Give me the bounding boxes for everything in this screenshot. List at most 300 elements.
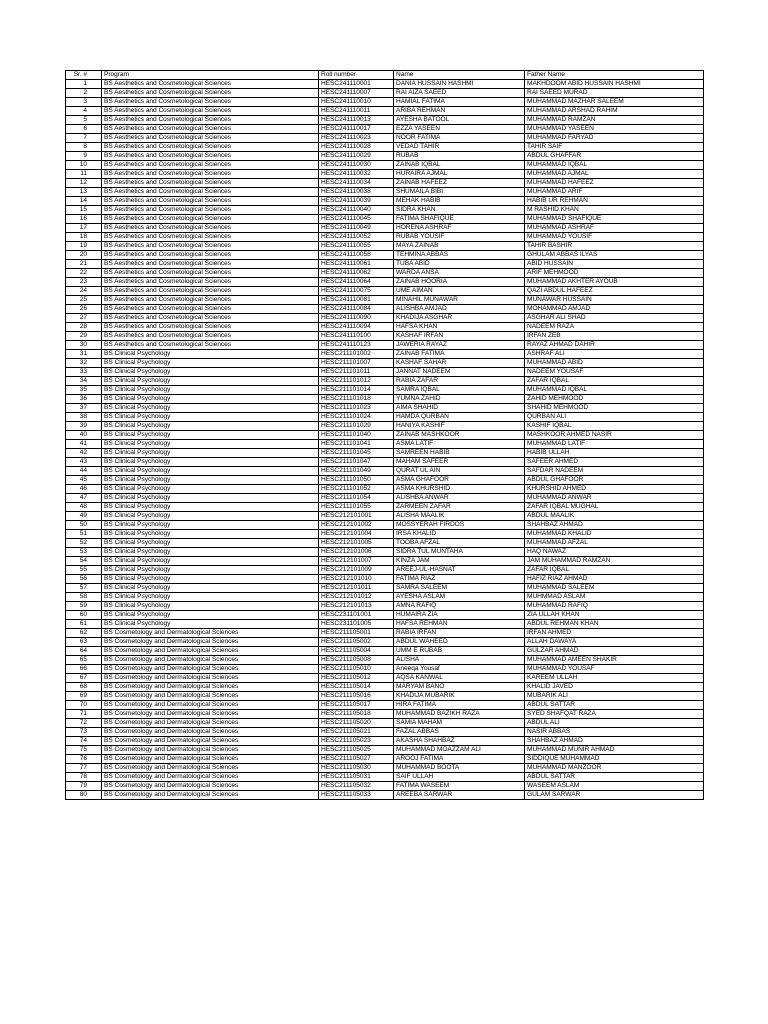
roll-number-cell: HESC211101012	[319, 377, 394, 386]
roll-number-cell: HESC211105010	[319, 665, 394, 674]
sr-cell: 69	[66, 692, 102, 701]
sr-cell: 65	[66, 656, 102, 665]
sr-cell: 45	[66, 476, 102, 485]
sr-cell: 50	[66, 521, 102, 530]
program-cell: BS Aesthetics and Cosmetological Sciences	[102, 278, 319, 287]
name-cell: MINAHIL MUNAWAR	[394, 296, 525, 305]
name-cell: ALISHBA ANWAR	[394, 494, 525, 503]
roll-number-cell: HESC241110017	[319, 125, 394, 134]
father-name-cell: MUHAMMAD YASEEN	[525, 125, 704, 134]
father-name-cell: MUHAMMAD LATIF	[525, 440, 704, 449]
table-row	[66, 611, 704, 620]
father-name-cell: ABID HUSSAIN	[525, 260, 704, 269]
name-cell: AMNA RAFIQ	[394, 602, 525, 611]
name-cell: MUHAMMAD BOOTA	[394, 764, 525, 773]
roll-number-cell: HESC212101004	[319, 530, 394, 539]
program-cell: BS Cosmetology and Dermatological Sciences	[102, 755, 319, 764]
sr-cell: 21	[66, 260, 102, 269]
table-row	[66, 206, 704, 215]
program-cell: BS Aesthetics and Cosmetological Sciences	[102, 116, 319, 125]
name-cell: DANIA HUSSAIN HASHMI	[394, 80, 525, 89]
father-name-cell: ARIF MEHMOOD	[525, 269, 704, 278]
program-cell: BS Clinical Psychology	[102, 530, 319, 539]
roll-number-cell: HESC241110038	[319, 188, 394, 197]
father-name-cell: SAFDAR NADEEM	[525, 467, 704, 476]
roll-number-cell: HESC212101006	[319, 548, 394, 557]
program-cell: BS Aesthetics and Cosmetological Sciences	[102, 134, 319, 143]
father-name-cell: MUHAMMAD ASHRAF	[525, 224, 704, 233]
name-cell: KASHAF SAHAR	[394, 359, 525, 368]
sr-cell: 62	[66, 629, 102, 638]
father-name-cell: MUBARIK ALI	[525, 692, 704, 701]
sr-cell: 14	[66, 197, 102, 206]
sr-cell: 80	[66, 791, 102, 800]
father-name-cell: RAI SAEED MURAD	[525, 89, 704, 98]
header-sr: Sr. #	[66, 71, 102, 80]
program-cell: BS Aesthetics and Cosmetological Sciences	[102, 197, 319, 206]
sr-cell: 53	[66, 548, 102, 557]
program-cell: BS Aesthetics and Cosmetological Sciences	[102, 89, 319, 98]
father-name-cell: TAHIR SAIF	[525, 143, 704, 152]
sr-cell: 22	[66, 269, 102, 278]
sr-cell: 42	[66, 449, 102, 458]
name-cell: HAMIAL FATIMA	[394, 98, 525, 107]
table-row	[66, 377, 704, 386]
sr-cell: 48	[66, 503, 102, 512]
name-cell: FATIMA SHAFIQUE	[394, 215, 525, 224]
program-cell: BS Clinical Psychology	[102, 557, 319, 566]
father-name-cell: ASGHAR ALI SHAD	[525, 314, 704, 323]
name-cell: NOOR FATIMA	[394, 134, 525, 143]
table-row	[66, 566, 704, 575]
program-cell: BS Cosmetology and Dermatological Sciences	[102, 692, 319, 701]
table-row	[66, 125, 704, 134]
program-cell: BS Clinical Psychology	[102, 584, 319, 593]
roll-number-cell: HESC212101011	[319, 584, 394, 593]
sr-cell: 40	[66, 431, 102, 440]
name-cell: HAFSA REHMAN	[394, 620, 525, 629]
name-cell: AKASHA SHAHBAZ	[394, 737, 525, 746]
program-cell: BS Cosmetology and Dermatological Sciences	[102, 773, 319, 782]
table-row	[66, 467, 704, 476]
name-cell: SAIF ULLAH	[394, 773, 525, 782]
program-cell: BS Aesthetics and Cosmetological Sciences	[102, 296, 319, 305]
program-cell: BS Aesthetics and Cosmetological Sciences	[102, 161, 319, 170]
roll-number-cell: HESC211101050	[319, 476, 394, 485]
father-name-cell: ZAHID MEHMOOD	[525, 395, 704, 404]
table-row	[66, 332, 704, 341]
sr-cell: 20	[66, 251, 102, 260]
name-cell: ASMA KHURSHID	[394, 485, 525, 494]
table-row	[66, 701, 704, 710]
program-cell: BS Cosmetology and Dermatological Sciences	[102, 701, 319, 710]
roll-number-cell: HESC211105001	[319, 629, 394, 638]
sr-cell: 7	[66, 134, 102, 143]
table-row	[66, 485, 704, 494]
program-cell: BS Clinical Psychology	[102, 548, 319, 557]
name-cell: KHADIJA MUBARIK	[394, 692, 525, 701]
name-cell: HANIYA KASHIF	[394, 422, 525, 431]
name-cell: KINZA JAM	[394, 557, 525, 566]
father-name-cell: MUHAMMAD AJMAL	[525, 170, 704, 179]
table-row	[66, 422, 704, 431]
roll-number-cell: HESC241110094	[319, 323, 394, 332]
roll-number-cell: HESC211101007	[319, 359, 394, 368]
student-list-table	[65, 70, 704, 800]
table-row	[66, 737, 704, 746]
table-row	[66, 224, 704, 233]
roll-number-cell: HESC211105018	[319, 710, 394, 719]
father-name-cell: NADEEM RAZA	[525, 323, 704, 332]
table-row	[66, 503, 704, 512]
name-cell: HAMDA QURBAN	[394, 413, 525, 422]
name-cell: ALISHA MAALIK	[394, 512, 525, 521]
table-row	[66, 134, 704, 143]
sr-cell: 33	[66, 368, 102, 377]
roll-number-cell: HESC241110023	[319, 134, 394, 143]
roll-number-cell: HESC211101047	[319, 458, 394, 467]
name-cell: AREEJ-UL-HASNAT	[394, 566, 525, 575]
father-name-cell: GHULAM ABBAS ILYAS	[525, 251, 704, 260]
roll-number-cell: HESC211105032	[319, 782, 394, 791]
sr-cell: 79	[66, 782, 102, 791]
table-row	[66, 296, 704, 305]
program-cell: BS Aesthetics and Cosmetological Sciences	[102, 98, 319, 107]
program-cell: BS Clinical Psychology	[102, 413, 319, 422]
father-name-cell: MUHAMMAD ABID	[525, 359, 704, 368]
name-cell: MUHAMMAD BAZIKH RAZA	[394, 710, 525, 719]
father-name-cell: HAQ NAWAZ	[525, 548, 704, 557]
roll-number-cell: HESC241110010	[319, 98, 394, 107]
roll-number-cell: HESC241110030	[319, 161, 394, 170]
name-cell: ZAINAB MASHKOOR	[394, 431, 525, 440]
name-cell: AQSA KANWAL	[394, 674, 525, 683]
header-father-name: Father Name	[525, 71, 704, 80]
sr-cell: 75	[66, 746, 102, 755]
roll-number-cell: HESC211105025	[319, 746, 394, 755]
program-cell: BS Clinical Psychology	[102, 386, 319, 395]
sr-cell: 55	[66, 566, 102, 575]
name-cell: HUMAIRA ZIA	[394, 611, 525, 620]
name-cell: KHADIJA ASGHAR	[394, 314, 525, 323]
roll-number-cell: HESC211105021	[319, 728, 394, 737]
name-cell: WARDA ANSA	[394, 269, 525, 278]
table-row	[66, 755, 704, 764]
program-cell: BS Aesthetics and Cosmetological Sciences	[102, 179, 319, 188]
table-row	[66, 161, 704, 170]
roll-number-cell: HESC241110049	[319, 224, 394, 233]
program-cell: BS Clinical Psychology	[102, 485, 319, 494]
program-cell: BS Clinical Psychology	[102, 494, 319, 503]
name-cell: EZZA YASEEN	[394, 125, 525, 134]
father-name-cell: QURBAN ALI	[525, 413, 704, 422]
name-cell: MAHAM SAFEER	[394, 458, 525, 467]
roll-number-cell: HESC231101005	[319, 620, 394, 629]
roll-number-cell: HESC212101001	[319, 512, 394, 521]
table-row	[66, 107, 704, 116]
father-name-cell: IRFAN AHMED	[525, 629, 704, 638]
roll-number-cell: HESC211105030	[319, 764, 394, 773]
father-name-cell: MUHAMMAD AKHTER AYOUB	[525, 278, 704, 287]
father-name-cell: SIDDIQUE MUHAMMAD	[525, 755, 704, 764]
name-cell: IRSA KHALID	[394, 530, 525, 539]
father-name-cell: ZIA ULLAH KHAN	[525, 611, 704, 620]
program-cell: BS Aesthetics and Cosmetological Sciences	[102, 215, 319, 224]
sr-cell: 24	[66, 287, 102, 296]
program-cell: BS Clinical Psychology	[102, 512, 319, 521]
father-name-cell: MUHMMAD ASLAM	[525, 593, 704, 602]
roll-number-cell: HESC211101052	[319, 485, 394, 494]
father-name-cell: ZAFAR IQBAL	[525, 566, 704, 575]
father-name-cell: RAYAZ AHMAD DAHIR	[525, 341, 704, 350]
name-cell: SIDRA TUL MUNTAHA	[394, 548, 525, 557]
roll-number-cell: HESC211101014	[319, 386, 394, 395]
father-name-cell: GULZAR AHMAD	[525, 647, 704, 656]
program-cell: BS Cosmetology and Dermatological Sciences	[102, 674, 319, 683]
sr-cell: 59	[66, 602, 102, 611]
roll-number-cell: HESC211101002	[319, 350, 394, 359]
father-name-cell: SHAHBAZ AHMAD	[525, 521, 704, 530]
table-row	[66, 368, 704, 377]
sr-cell: 47	[66, 494, 102, 503]
name-cell: SAMREEN HABIB	[394, 449, 525, 458]
program-cell: BS Cosmetology and Dermatological Sciences	[102, 791, 319, 800]
table-row	[66, 89, 704, 98]
sr-cell: 63	[66, 638, 102, 647]
table-row	[66, 278, 704, 287]
sr-cell: 71	[66, 710, 102, 719]
father-name-cell: MUHAMMAD MAZHAR SALEEM	[525, 98, 704, 107]
header-row	[66, 71, 704, 80]
table-row	[66, 287, 704, 296]
name-cell: ZAINAB IQBAL	[394, 161, 525, 170]
name-cell: ALISHA	[394, 656, 525, 665]
name-cell: TOOBA AFZAL	[394, 539, 525, 548]
father-name-cell: ZAFAR IQBAL MUGHAL	[525, 503, 704, 512]
program-cell: BS Clinical Psychology	[102, 449, 319, 458]
father-name-cell: ABDUL REHMAN KHAN	[525, 620, 704, 629]
name-cell: ASMA GHAFOOR	[394, 476, 525, 485]
sr-cell: 46	[66, 485, 102, 494]
father-name-cell: SAFEER AHMED	[525, 458, 704, 467]
sr-cell: 19	[66, 242, 102, 251]
program-cell: BS Aesthetics and Cosmetological Sciences	[102, 269, 319, 278]
table-row	[66, 170, 704, 179]
table-row	[66, 791, 704, 800]
father-name-cell: MAKHDOOM ABID HUSSAIN HASHMI	[525, 80, 704, 89]
sr-cell: 60	[66, 611, 102, 620]
sr-cell: 73	[66, 728, 102, 737]
sr-cell: 43	[66, 458, 102, 467]
sr-cell: 52	[66, 539, 102, 548]
name-cell: JAWERIA RAYAZ	[394, 341, 525, 350]
program-cell: BS Aesthetics and Cosmetological Sciences	[102, 143, 319, 152]
name-cell: AYESHA ASLAM	[394, 593, 525, 602]
table-row	[66, 143, 704, 152]
sr-cell: 68	[66, 683, 102, 692]
name-cell: SHUMAILA BIBI	[394, 188, 525, 197]
roll-number-cell: HESC241110062	[319, 269, 394, 278]
program-cell: BS Cosmetology and Dermatological Sciences	[102, 764, 319, 773]
program-cell: BS Clinical Psychology	[102, 350, 319, 359]
table-row	[66, 773, 704, 782]
program-cell: BS Cosmetology and Dermatological Sciences	[102, 710, 319, 719]
table-row	[66, 584, 704, 593]
sr-cell: 44	[66, 467, 102, 476]
program-cell: BS Clinical Psychology	[102, 440, 319, 449]
table-row	[66, 638, 704, 647]
program-cell: BS Clinical Psychology	[102, 467, 319, 476]
name-cell: MARYAM BANO	[394, 683, 525, 692]
table-row	[66, 449, 704, 458]
roll-number-cell: HESC212101002	[319, 521, 394, 530]
roll-number-cell: HESC241110090	[319, 314, 394, 323]
table-row	[66, 386, 704, 395]
table-row	[66, 647, 704, 656]
program-cell: BS Aesthetics and Cosmetological Sciences	[102, 305, 319, 314]
name-cell: SAMRA SALEEM	[394, 584, 525, 593]
table-row	[66, 683, 704, 692]
table-row	[66, 197, 704, 206]
table-row	[66, 251, 704, 260]
header-program: Program	[102, 71, 319, 80]
program-cell: BS Clinical Psychology	[102, 539, 319, 548]
table-row	[66, 323, 704, 332]
table-row	[66, 476, 704, 485]
sr-cell: 4	[66, 107, 102, 116]
father-name-cell: ABDUL GHAFFAR	[525, 152, 704, 161]
roll-number-cell: HESC211105012	[319, 674, 394, 683]
table-row	[66, 593, 704, 602]
program-cell: BS Cosmetology and Dermatological Sciences	[102, 647, 319, 656]
table-row	[66, 674, 704, 683]
table-row	[66, 728, 704, 737]
name-cell: RAI AIZA SAEED	[394, 89, 525, 98]
program-cell: BS Cosmetology and Dermatological Sciences	[102, 683, 319, 692]
name-cell: AREEBA SARWAR	[394, 791, 525, 800]
program-cell: BS Cosmetology and Dermatological Sciences	[102, 665, 319, 674]
father-name-cell: HABIB UR REHMAN	[525, 197, 704, 206]
sr-cell: 36	[66, 395, 102, 404]
program-cell: BS Clinical Psychology	[102, 611, 319, 620]
table-row	[66, 152, 704, 161]
sr-cell: 29	[66, 332, 102, 341]
program-cell: BS Aesthetics and Cosmetological Sciences	[102, 152, 319, 161]
name-cell: RUBAB	[394, 152, 525, 161]
roll-number-cell: HESC211101023	[319, 404, 394, 413]
father-name-cell: ABDUL ALI	[525, 719, 704, 728]
sr-cell: 38	[66, 413, 102, 422]
roll-number-cell: HESC211105016	[319, 692, 394, 701]
sr-cell: 64	[66, 647, 102, 656]
name-cell: RABIA ZAFAR	[394, 377, 525, 386]
roll-number-cell: HESC211105014	[319, 683, 394, 692]
sr-cell: 58	[66, 593, 102, 602]
father-name-cell: MUHAMMAD YOUSAF	[525, 665, 704, 674]
father-name-cell: M RASHID KHAN	[525, 206, 704, 215]
program-cell: BS Clinical Psychology	[102, 458, 319, 467]
father-name-cell: ZAFAR IQBAL	[525, 377, 704, 386]
sr-cell: 23	[66, 278, 102, 287]
table-row	[66, 260, 704, 269]
name-cell: ZARMEEN ZAFAR	[394, 503, 525, 512]
sr-cell: 34	[66, 377, 102, 386]
name-cell: HAFSA KHAN	[394, 323, 525, 332]
roll-number-cell: HESC211101041	[319, 440, 394, 449]
sr-cell: 51	[66, 530, 102, 539]
table-row	[66, 188, 704, 197]
roll-number-cell: HESC231101001	[319, 611, 394, 620]
name-cell: SAMIA MAHAM	[394, 719, 525, 728]
program-cell: BS Aesthetics and Cosmetological Sciences	[102, 107, 319, 116]
sr-cell: 12	[66, 179, 102, 188]
father-name-cell: SHAHBAZ AHMAD	[525, 737, 704, 746]
sr-cell: 31	[66, 350, 102, 359]
table-row	[66, 413, 704, 422]
roll-number-cell: HESC211105004	[319, 647, 394, 656]
sr-cell: 39	[66, 422, 102, 431]
sr-cell: 16	[66, 215, 102, 224]
roll-number-cell: HESC241110028	[319, 143, 394, 152]
sr-cell: 37	[66, 404, 102, 413]
name-cell: TUBA ABID	[394, 260, 525, 269]
name-cell: ARIBA REHMAN	[394, 107, 525, 116]
sr-cell: 2	[66, 89, 102, 98]
roll-number-cell: HESC211105002	[319, 638, 394, 647]
father-name-cell: MUHAMMAD ARIF	[525, 188, 704, 197]
table-row	[66, 80, 704, 89]
roll-number-cell: HESC241110011	[319, 107, 394, 116]
father-name-cell: KAREEM ULLAH	[525, 674, 704, 683]
father-name-cell: JAM MUHAMMAD RAMZAN	[525, 557, 704, 566]
sr-cell: 49	[66, 512, 102, 521]
table-row	[66, 494, 704, 503]
roll-number-cell: HESC211105017	[319, 701, 394, 710]
name-cell: YUMNA ZAHID	[394, 395, 525, 404]
roll-number-cell: HESC241110034	[319, 179, 394, 188]
roll-number-cell: HESC211105023	[319, 737, 394, 746]
roll-number-cell: HESC212101013	[319, 602, 394, 611]
sr-cell: 25	[66, 296, 102, 305]
roll-number-cell: HESC241110001	[319, 80, 394, 89]
father-name-cell: MOHAMMAD AMJAD	[525, 305, 704, 314]
roll-number-cell: HESC241110007	[319, 89, 394, 98]
table-row	[66, 269, 704, 278]
roll-number-cell: HESC212101005	[319, 539, 394, 548]
father-name-cell: MASHKOOR AHMED NASIR	[525, 431, 704, 440]
roll-number-cell: HESC211101040	[319, 431, 394, 440]
program-cell: BS Clinical Psychology	[102, 503, 319, 512]
father-name-cell: ASHRAF ALI	[525, 350, 704, 359]
father-name-cell: MUHAMMAD AFZAL	[525, 539, 704, 548]
program-cell: BS Cosmetology and Dermatological Sciences	[102, 629, 319, 638]
name-cell: HIRA FATIMA	[394, 701, 525, 710]
program-cell: BS Clinical Psychology	[102, 521, 319, 530]
program-cell: BS Aesthetics and Cosmetological Sciences	[102, 242, 319, 251]
table-row	[66, 215, 704, 224]
program-cell: BS Aesthetics and Cosmetological Sciences	[102, 287, 319, 296]
father-name-cell: ABDUL GHAFOOR	[525, 476, 704, 485]
sr-cell: 57	[66, 584, 102, 593]
sr-cell: 28	[66, 323, 102, 332]
father-name-cell: KHURSHID AHMED	[525, 485, 704, 494]
sr-cell: 5	[66, 116, 102, 125]
table-row	[66, 314, 704, 323]
table-row	[66, 710, 704, 719]
name-cell: HORENA ASHRAF	[394, 224, 525, 233]
sr-cell: 30	[66, 341, 102, 350]
roll-number-cell: HESC211101029	[319, 422, 394, 431]
